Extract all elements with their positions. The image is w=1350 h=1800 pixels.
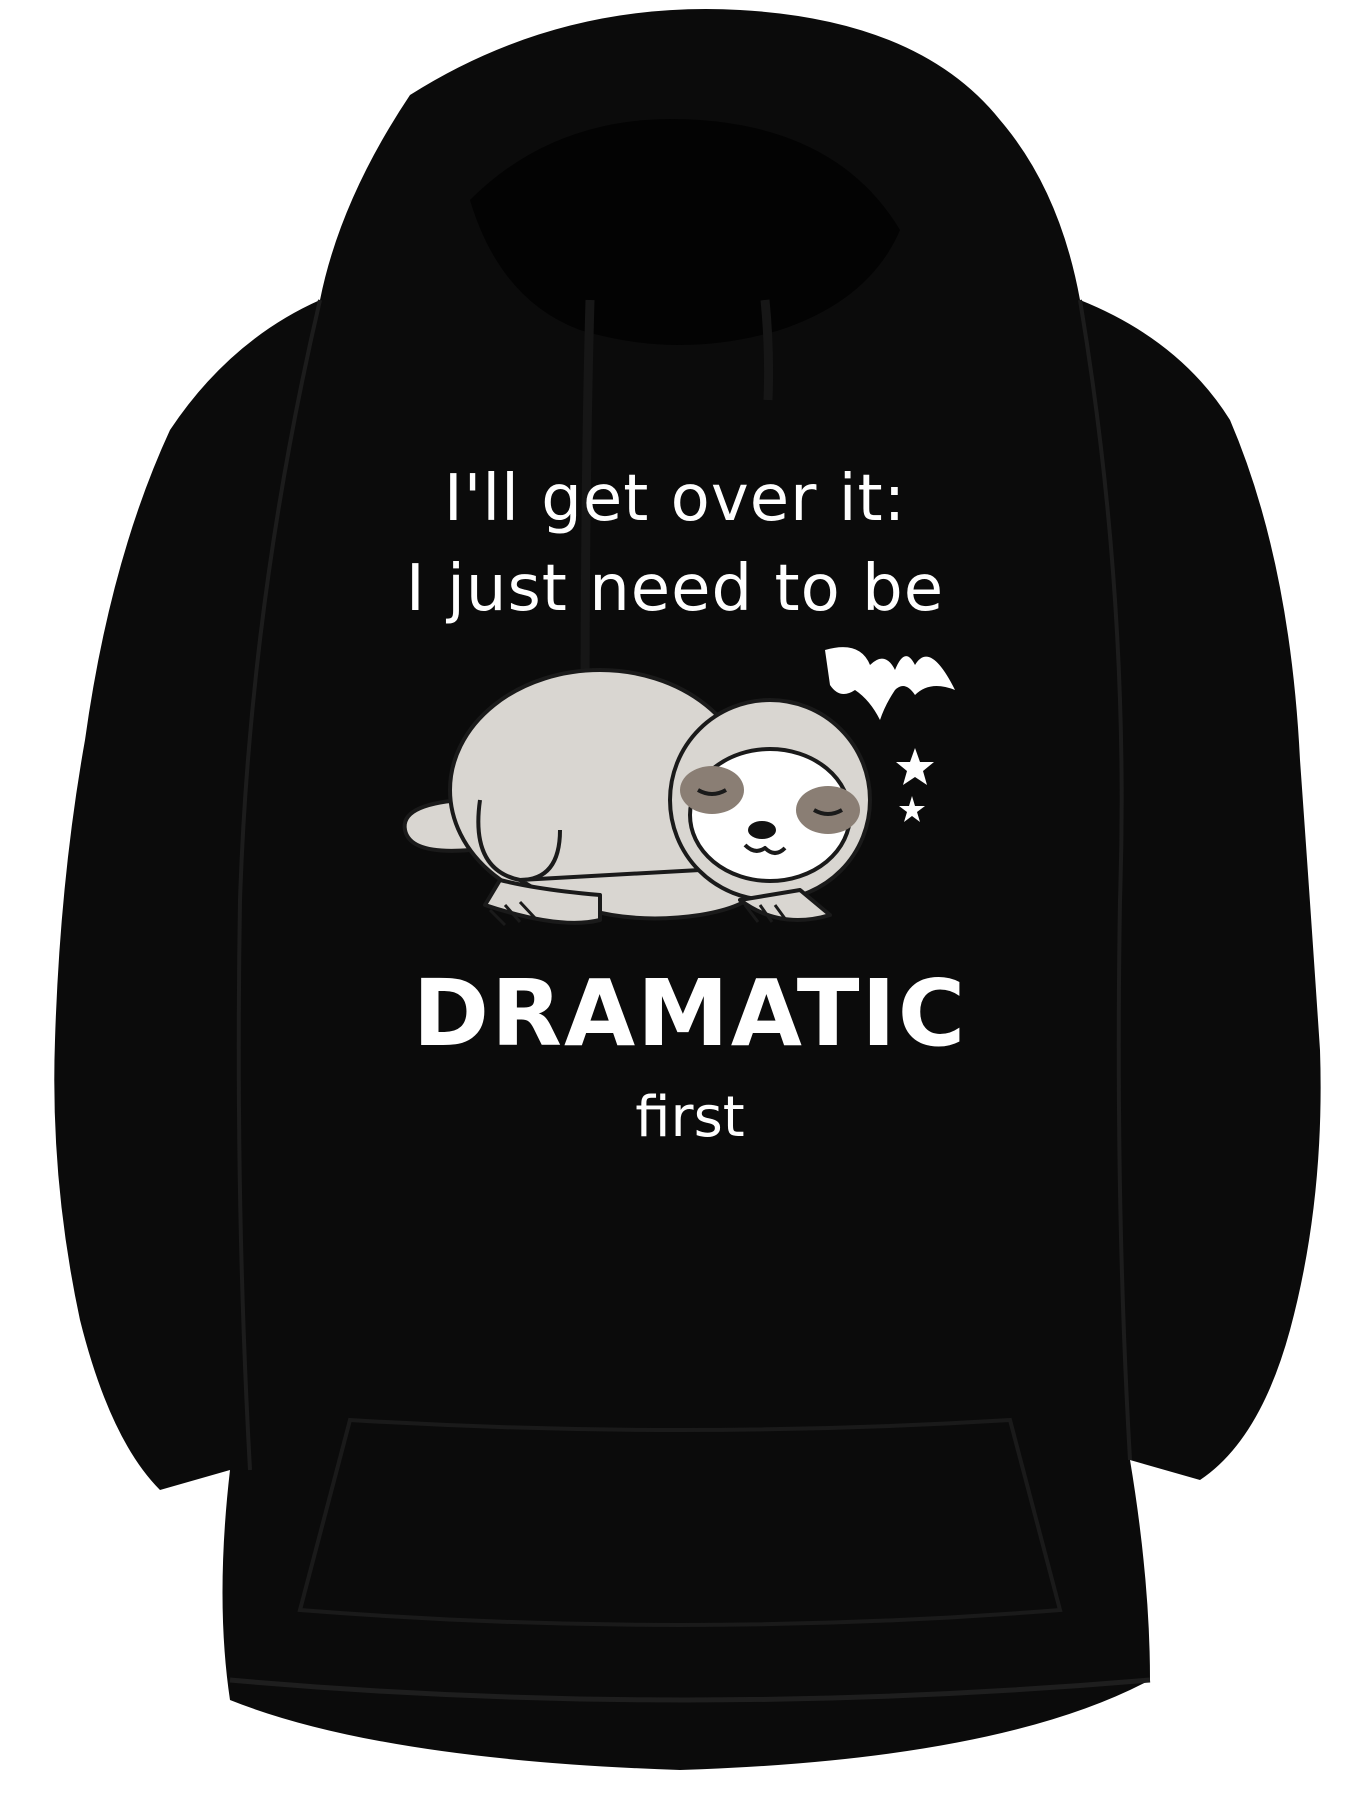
drawstring-right (765, 300, 769, 400)
print-line-2: I just need to be (405, 552, 945, 626)
print-line-4: first (635, 1085, 745, 1150)
print-line-1: I'll get over it: (443, 462, 907, 536)
print-line-3: DRAMATIC (412, 960, 968, 1067)
